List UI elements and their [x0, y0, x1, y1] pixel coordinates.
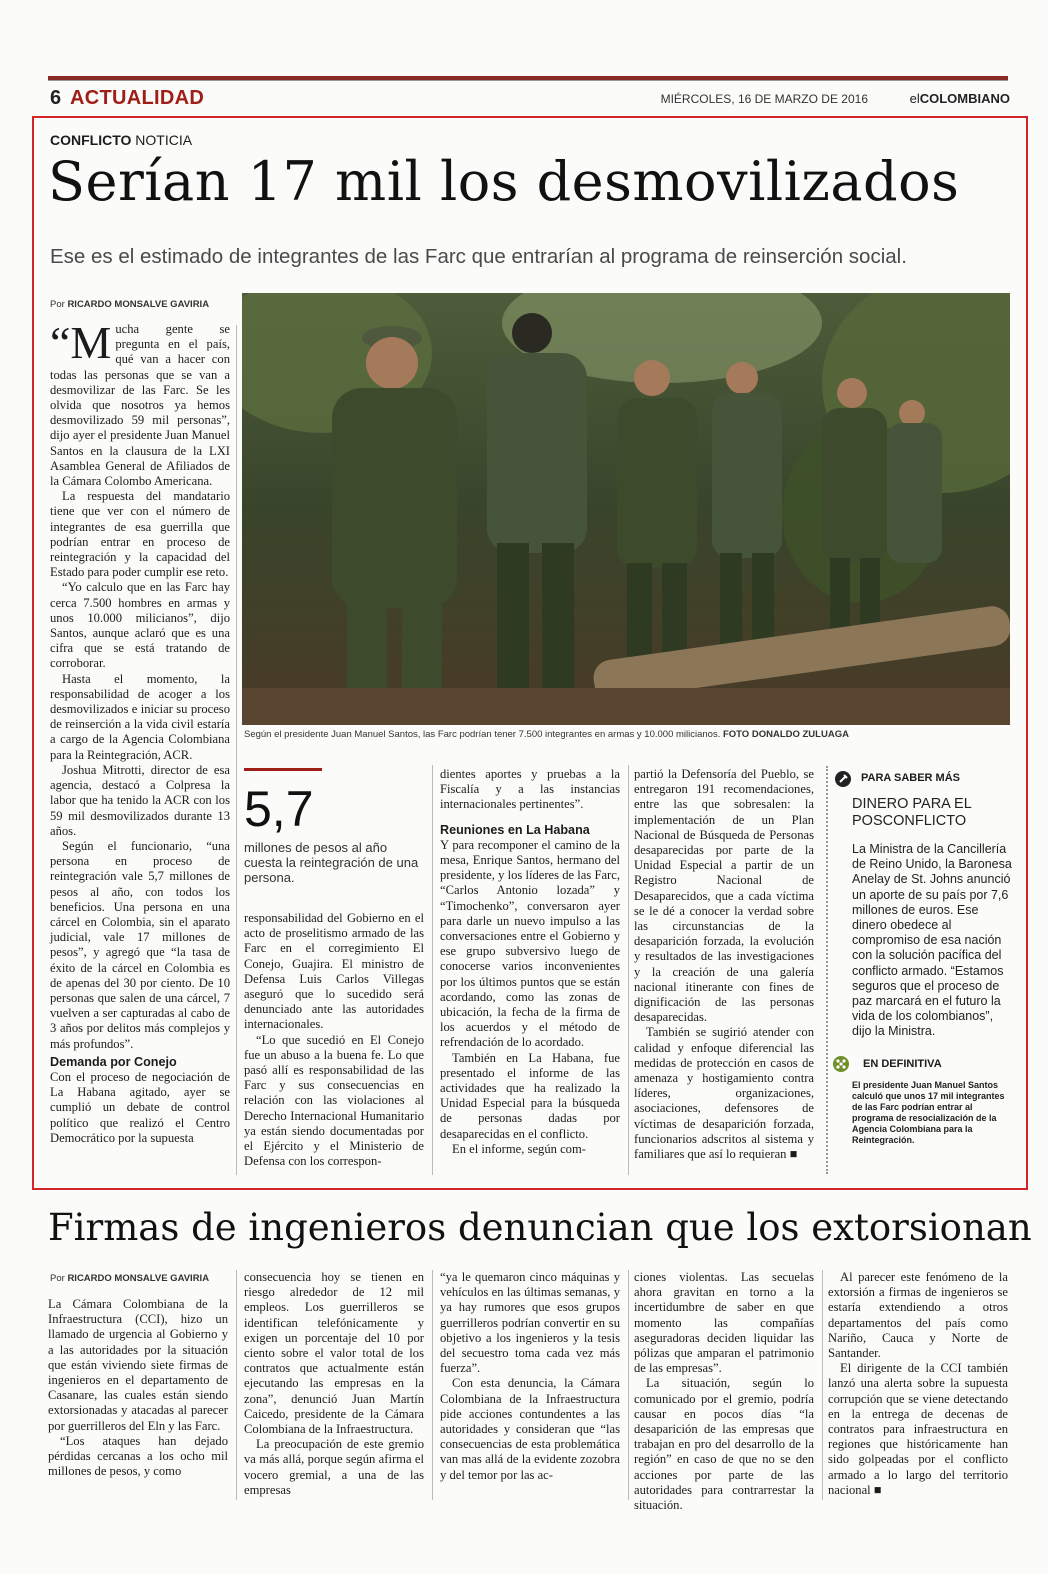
second-article-headline: Firmas de ingenieros denuncian que los extorsionan: [48, 1206, 1032, 1249]
kicker-bold: CONFLICTO: [50, 132, 132, 148]
paragraph: Con el proceso de negociación de La Habana agitado, ayer se cumplió un debate de control político que realizó el Centro Democrático por la supuesta: [50, 1069, 230, 1145]
sidebar-body: La Ministra de la Cancillería de Reino Unido, la Baronesa Anelay de St. Johns anunció un aporte de su país por 7,6 millones de euros. Ese dinero obedece al compromiso de esa nación con la solución pacífica del conflicto armado. “Estamos seguros que el proceso de paz marcará en el futuro la vida de los colombianos”, dijo la Ministra.: [852, 842, 1012, 1039]
second-article-column-4: [634, 1270, 814, 1513]
photo-credit: DONALDO ZULUAGA: [751, 729, 849, 740]
page-number: 6: [50, 87, 62, 109]
brand-prefix: el: [909, 91, 920, 106]
soldiers-in-jungle-image: [242, 293, 1010, 725]
drop-cap: “M: [50, 317, 112, 368]
article-headline: Serían 17 mil los desmovilizados: [48, 150, 960, 213]
byline-name: RICARDO MONSALVE GAVIRIA: [67, 1273, 210, 1284]
article-column-3: [440, 767, 620, 1157]
column-rule: [628, 1270, 629, 1500]
kicker-rest: NOTICIA: [135, 132, 193, 148]
paragraph: La preocupación de este gremio va más allá, porque según afirma el vocero gremial, a una de las empresas: [244, 1437, 424, 1497]
column-rule: [822, 1270, 823, 1500]
paragraph: Con esta denuncia, la Cámara Colombiana de la Infraestructura pide acciones contundentes a las autoridades y consideran que “las consecuencias de esta problemática van mas allá de la evidente zozobra y del temor por las ac-: [440, 1376, 620, 1482]
definitiva-body: El presidente Juan Manuel Santos calculó que unos 17 mil integrantes de las Farc podrían entrar al programa de resocialización de la Agencia Colombiana para la Reintegración.: [852, 1079, 1005, 1145]
paragraph: “Los ataques han dejado pérdidas cercanas a los ocho mil millones de pesos, y como: [48, 1433, 228, 1479]
paragraph: Joshua Mitrotti, director de esa agencia, destacó a Colpresa la labor que ha tenido la ACR con los 59 mil desmovilizados durante 13 años.: [50, 762, 230, 838]
definitiva-block: [826, 1058, 1012, 1146]
section-title: ACTUALIDAD: [70, 87, 205, 109]
article-column-2: [244, 911, 424, 1169]
subhead: Demanda por Conejo: [50, 1054, 177, 1069]
article-deck: Ese es el estimado de integrantes de las Farc que entrarían al programa de reinserción social.: [50, 245, 907, 268]
byline-prefix: Por: [50, 1273, 65, 1284]
article-photo: [242, 293, 1010, 725]
pin-icon: [834, 770, 852, 793]
brand-name: COLOMBIANO: [919, 91, 1010, 106]
paragraph: “ya le quemaron cinco máquinas y vehículos en las últimas semanas, y ya hay rumores que esos grupos guerrilleros podrían convertir en su objetivo a los ingenieros y la tesis del secuestro toma cada vez más fuerza”.: [440, 1270, 620, 1376]
paragraph: partió la Defensoría del Pueblo, se entregaron 191 recomendaciones, entre las que sobresalen: la implementación de un Plan Nacional de Búsqueda de Personas desaparecidas por parte de la Unidad Especial a partir de un Registro Nacional de Desaparecidos, que a cada víctima se le dé a conocer la verdad sobre las circunstancias de la desaparición forzada, la evolución y resultados de las investigaciones y la creación de una galería nacional itinerante con fines de dignificación de las personas desaparecidas.: [634, 767, 814, 1025]
photo-caption: [244, 729, 1004, 740]
paragraph: responsabilidad del Gobierno en el acto de proselitismo armado de las Farc en el corregimiento El Conejo, Guajira. El ministro de Defensa Luis Carlos Villegas aseguró que lo sucedido será denunciado ante las autoridades internacionales.: [244, 911, 424, 1032]
paragraph: La situación, según lo comunicado por el gremio, podría causar en pocos días “la desaparición de las empresas que trabajan en pro del desarrollo de la región” en caso de que no se den acciones por parte de las autoridades para contrarrestar la situación.: [634, 1376, 814, 1513]
second-article-column-5: [828, 1270, 1008, 1498]
paragraph: “Yo calculo que en las Farc hay cerca 7.500 hombres en armas y unos 10.000 milicianos”, dijo Santos, aunque aclaró que es una cifra que se está tratando de corroborar.: [50, 580, 230, 671]
paragraph: El dirigente de la CCI también lanzó una alerta sobre la supuesta corrupción que se viene detectando en la entrega de decenas de contratos para infraestructura en regiones que históricamente han sido golpeadas por el conflicto armado a lo largo del territorio nacional ■: [828, 1361, 1008, 1497]
column-rule: [236, 325, 237, 1175]
paragraph: Según el funcionario, “una persona en proceso de reintegración vale 5,7 millones de pesos al año, con todos los beneficios. Una persona en una cárcel en Colombia, sin el aparato judicial, vale 17 millones de pesos”, y agregó que “la tasa de éxito de la cárcel en Colombia es de apenas del 30 por ciento. De 10 personas que salen de una cárcel, 7 vuelven a ser capturadas al cabo de 3 años por delitos más complejos y más profundos”.: [50, 838, 230, 1051]
article-byline: [50, 299, 209, 310]
column-rule: [432, 765, 433, 1175]
masthead-rule: [48, 80, 1008, 81]
paragraph: Al parecer este fenómeno de la extorsión a firmas de ingenieros se estaría extendiendo a otros departamentos del país como Nariño, Cauca y Norte de Santander.: [828, 1270, 1008, 1361]
definitiva-heading: EN DEFINITIVA: [863, 1057, 942, 1070]
second-article-column-3: [440, 1270, 620, 1483]
column-rule: [628, 765, 629, 1175]
byline-name: RICARDO MONSALVE GAVIRIA: [67, 299, 210, 310]
sidebar-heading: PARA SABER MÁS: [861, 772, 961, 784]
column-rule: [432, 1270, 433, 1500]
column-rule: [236, 1270, 237, 1500]
photo-credit-label: FOTO: [722, 729, 750, 740]
paragraph: Y para recomponer el camino de la mesa, Enrique Santos, hermano del presidente, y los líderes de las Farc, “Carlos Antonio lozada” y “Timochenko”, conversaron ayer para darle un nuevo impulso a las conversaciones entre el Gobierno y ese grupo subversivo luego de conocerse varios inconvenientes por los últimos puntos que se están acordando, como las zonas de ubicación, la fecha de la firma de los acuerdos y el método de refrendación de lo acordado.: [440, 837, 620, 1050]
second-article-byline: [50, 1273, 209, 1284]
article-column-1: [50, 317, 230, 1146]
article-kicker: [50, 132, 192, 148]
paragraph: consecuencia hoy se tienen en riesgo alrededor de 12 mil empleos. Los guerrilleros se identifican telefónicamente y exigen un porcentaje del 10 por ciento sobre el valor total de los contratos que actualmente están ejecutando las empresas en la zona”, denunció Juan Martín Caicedo, presidente de la Cámara Colombiana de la Infraestructura.: [244, 1270, 424, 1437]
paragraph: ciones violentas. Las secuelas ahora gravitan en torno a la incertidumbre de saber en que momento las compañías aseguradoras deciden liquidar las pólizas que amparan el patrimonio de las empresas”.: [634, 1270, 814, 1376]
subhead: Reuniones en La Habana: [440, 822, 590, 837]
byline-prefix: Por: [50, 299, 65, 310]
paragraph: dientes aportes y pruebas a la Fiscalía y a las instancias internacionales pertinentes”.: [440, 767, 620, 812]
newspaper-brand: [910, 91, 1010, 106]
second-article-column-2: [244, 1270, 424, 1498]
paragraph: La Cámara Colombiana de la Infraestructura (CCI), hizo un llamado de urgencia al Gobierno y a las autoridades por la situación que están viviendo siete firmas de ingenieros en el departamento de Casanare, las cuales están siendo extorsionadas y atacadas al parecer por guerrilleros del Eln y las Farc.: [48, 1297, 228, 1433]
paragraph: “Lo que sucedió en El Conejo fue un abuso a la buena fe. Lo que pasó allí es responsabilidad de las Farc y sus consecuencias en relación con las violaciones al Derecho Internacional Humanitario ya están siendo documentadas por el Ejército y el Ministerio de Defensa con los correspon-: [244, 1032, 424, 1169]
stat-label: millones de pesos al año cuesta la reintegración de una persona.: [244, 840, 419, 885]
paragraph: ucha gente se pregunta en el país, qué van a hacer con todas las personas que se van a desmovilizar de las Farc. Se les olvida que nosotros ya hemos desmovilizado 59 mil personas”, dijo ayer el presidente Juan Manuel Santos en la clausura de la LXI Asamblea General de Afiliados de la Cámara Colombo Americana.: [50, 322, 230, 489]
article-column-4: [634, 767, 814, 1162]
paragraph: En el informe, según com-: [452, 1141, 586, 1156]
paragraph: También se sugirió atender con calidad y enfoque diferencial las medidas de protección en casos de amenaza y hostigamiento contra líderes, organizaciones, asociaciones, defensores de víctimas de desaparición forzada, funcionarios adscritos al sistema y familiares que así lo requieran ■: [634, 1025, 814, 1162]
sidebar-box: [826, 766, 1012, 1174]
second-article-column-1: [48, 1297, 228, 1479]
paragraph: También en La Habana, fue presentado el informe de las actividades que ha realizado la Unidad Especial para la búsqueda de personas dadas por desaparecidas en el conflicto.: [440, 1050, 620, 1141]
definitiva-icon: [832, 1055, 850, 1078]
paragraph: La respuesta del mandatario tiene que ver con el número de integrantes de esa guerrilla que podrían entrar en proceso de reintegración y la capacidad del Estado para poder cumplir ese reto.: [50, 489, 230, 580]
sidebar-title: DINERO PARA EL POSCONFLICTO: [852, 796, 972, 829]
issue-date: MIÉRCOLES, 16 DE MARZO DE 2016: [660, 92, 868, 106]
caption-text: Según el presidente Juan Manuel Santos, las Farc podrían tener 7.500 integrantes en armas y 10.000 milicianos.: [244, 729, 721, 740]
stat-value: 5,7: [244, 781, 314, 837]
stat-accent-bar: [244, 768, 322, 771]
paragraph: Hasta el momento, la responsabilidad de acoger a los desmovilizados e iniciar su proceso de reinserción a la vida civil estaría a cargo de la Agencia Colombiana para la Reintegración, ACR.: [50, 671, 230, 762]
